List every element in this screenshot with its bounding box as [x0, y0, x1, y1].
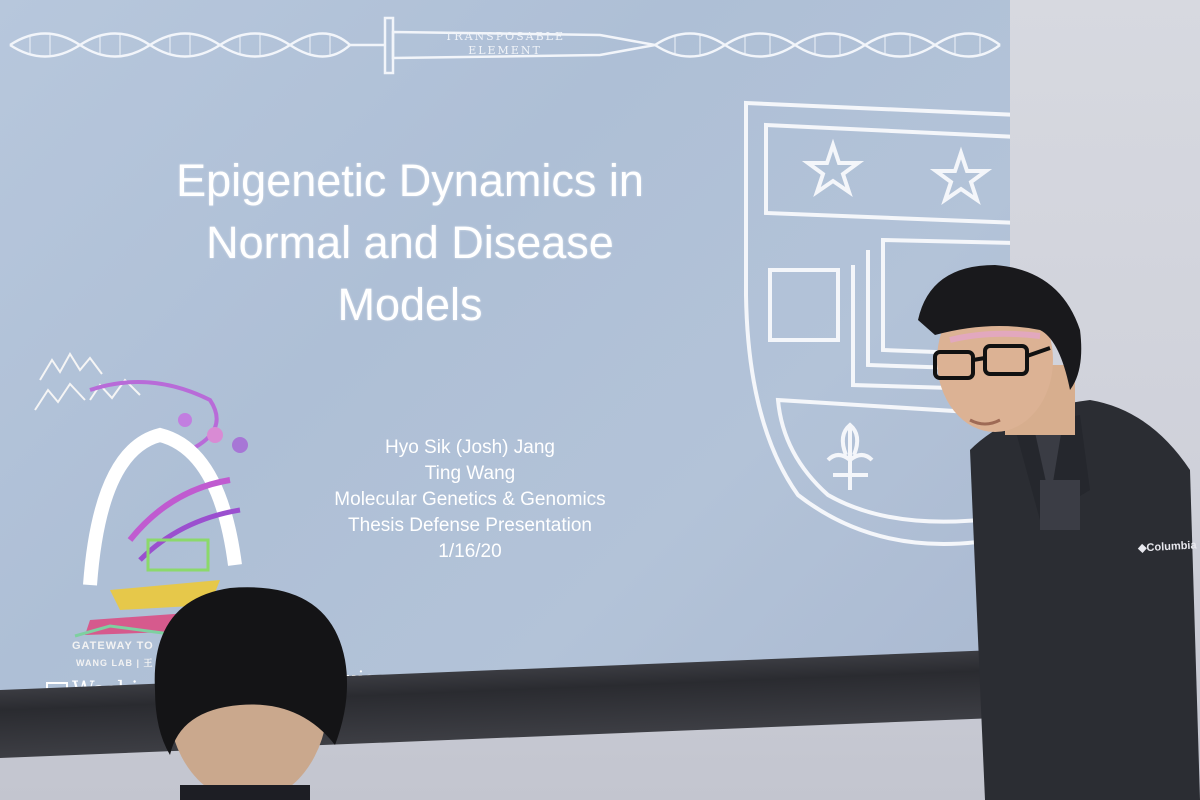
banner-label-line2: ELEMENT: [468, 44, 542, 57]
audience-member-head: [140, 580, 360, 800]
slide-credits: [260, 435, 680, 565]
presentation-date: 1/16/20: [438, 541, 502, 562]
slide-title-line: Models: [337, 279, 483, 330]
presenter-person: [890, 260, 1200, 800]
banner-label-line1: TRANSPOSABLE: [444, 30, 566, 43]
slide-title-line: Normal and Disease: [206, 217, 614, 268]
program-name: Molecular Genetics & Genomics: [334, 489, 606, 510]
jacket-brand-logo: ◆Columbia: [1137, 539, 1197, 555]
author-name: Hyo Sik (Josh) Jang: [384, 437, 555, 458]
logo-caption: GATEWAY TO: [72, 640, 154, 652]
advisor-name: Ting Wang: [424, 463, 516, 484]
slide-title: [90, 150, 730, 336]
logo-subcaption: WANG LAB | 王: [76, 658, 154, 668]
slide-title-line: Epigenetic Dynamics in: [176, 155, 644, 206]
presentation-type: Thesis Defense Presentation: [348, 515, 592, 536]
